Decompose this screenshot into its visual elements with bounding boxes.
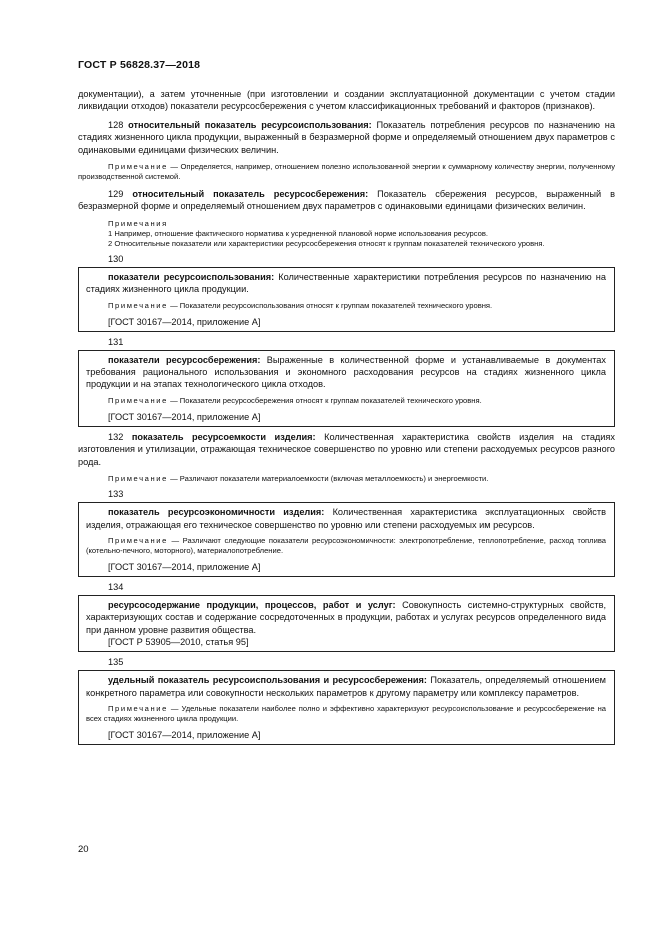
page-body bbox=[78, 88, 615, 745]
term-definition: Совокупность системно-структурных свойств, характеризующих состав и содержание сосредоточенных в продукции, работах и услугах ресурсов определенного вида при данном уровне развития общества. bbox=[86, 599, 606, 635]
note-text: — Удельные показатели наиболее полно и эффективно характеризуют ресурсоиспользование и ресурсосбережение на всех стадиях жизненного цикла продукции. bbox=[86, 703, 606, 723]
term-title: показатели ресурсоиспользования: bbox=[108, 271, 275, 282]
term-title: показатель ресурсоемкости изделия: bbox=[131, 431, 316, 442]
page-number: 20 bbox=[78, 844, 89, 855]
term-title: ресурсосодержание продукции, процессов, работ и услуг: bbox=[108, 599, 396, 610]
term-title: показатели ресурсосбережения: bbox=[108, 354, 261, 365]
term-box-130 bbox=[78, 267, 615, 332]
term-definition: Показатель сбережения ресурсов, выраженный в безразмерной форме и определяемый отношением двух параметров с одинаковыми единицами физических величин. bbox=[78, 189, 615, 212]
term-number-135: 135 bbox=[108, 657, 124, 668]
note-133 bbox=[86, 536, 606, 556]
term-number: 128 bbox=[108, 119, 124, 130]
document-code: ГОСТ Р 56828.37—2018 bbox=[78, 59, 201, 71]
source-reference: [ГОСТ 30167—2014, приложение А] bbox=[108, 411, 261, 422]
term-definition: Выраженные в количественной форме и устанавливаемые в документах требования рационального использования и экономного расходования ресурсов на стадиях жизненного цикла продукции и на этапах технологического цикла отходов. bbox=[86, 354, 606, 390]
note-text: — Определяется, например, отношением полезно использованной энергии к суммарному количеству энергии, полученному производственной системой. bbox=[78, 162, 615, 182]
term-132 bbox=[78, 431, 615, 468]
note-130 bbox=[86, 301, 606, 311]
term-129 bbox=[78, 188, 615, 213]
term-definition: Показатель потребления ресурсов по назначению на стадиях жизненного цикла продукции, выраженный в безразмерной форме и определяемый отношением двух параметров с одинаковыми единицами физических величин. bbox=[78, 119, 615, 155]
term-box-131 bbox=[78, 350, 615, 427]
term-number-134: 134 bbox=[108, 581, 124, 592]
intro-paragraph: документации), а затем уточненные (при изготовлении и создании эксплуатационной документации с учетом стадии ликвидации отходов) показатели ресурсосбережения с учетом классификационных требований и факторов (признаков). bbox=[78, 89, 615, 112]
note-text: — Показатели ресурсоиспользования относят к группам показателей технического уровня. bbox=[167, 300, 493, 310]
term-box-133 bbox=[78, 502, 615, 577]
note-label: Примечание bbox=[108, 474, 168, 484]
note-label: Примечание bbox=[108, 162, 168, 172]
notes-129 bbox=[78, 219, 615, 249]
source-reference: [ГОСТ Р 53905—2010, статья 95] bbox=[108, 637, 249, 648]
note-131 bbox=[86, 396, 606, 406]
term-definition: Количественная характеристика свойств изделия на стадиях изготовления и утилизации, отражающая техническое совершенство по уровню или степени расходуемых ресурсов разного рода. bbox=[78, 431, 615, 467]
term-definition: Количественные характеристики потребления ресурсов по назначению на стадиях жизненного цикла продукции. bbox=[86, 271, 606, 295]
notes-label: Примечания bbox=[108, 218, 168, 228]
source-reference: [ГОСТ 30167—2014, приложение А] bbox=[108, 729, 261, 740]
term-number-131: 131 bbox=[108, 336, 124, 347]
term-title: относительный показатель ресурсоиспользования: bbox=[128, 119, 372, 130]
note-label: Примечание bbox=[108, 703, 168, 713]
term-128 bbox=[78, 119, 615, 156]
term-title: удельный показатель ресурсоиспользования и ресурсосбережения: bbox=[108, 675, 427, 686]
term-definition: Количественная характеристика эксплуатационных свойств изделия, отражающая его техническое совершенство по уровню или степени расходуемых им ресурсов. bbox=[86, 507, 606, 530]
source-reference: [ГОСТ 30167—2014, приложение А] bbox=[108, 561, 261, 572]
term-number-130: 130 bbox=[108, 253, 124, 264]
note-item: 1 Например, отношение фактического норматива к усредненной плановой норме использования ресурсов. bbox=[108, 228, 489, 238]
term-number: 129 bbox=[108, 189, 124, 200]
note-132 bbox=[78, 474, 615, 484]
source-reference: [ГОСТ 30167—2014, приложение А] bbox=[108, 316, 261, 327]
term-box-135 bbox=[78, 670, 615, 745]
note-text: — Различают следующие показатели ресурсоэкономичности: электропотребление, теплопотребление, расход топлива (котельно-печного, моторного), материалопотребление. bbox=[86, 535, 606, 555]
note-text: — Различают показатели материалоемкости (включая металлоемкость) и энергоемкости. bbox=[167, 474, 489, 484]
note-item: 2 Относительные показатели или характеристики ресурсосбережения относят к группам показателей технического уровня. bbox=[108, 238, 545, 248]
term-title: показатель ресурсоэкономичности изделия: bbox=[108, 507, 325, 518]
note-label: Примечание bbox=[108, 300, 168, 310]
note-label: Примечание bbox=[108, 535, 168, 545]
term-title: относительный показатель ресурсосбережения: bbox=[132, 189, 369, 200]
term-box-134 bbox=[78, 595, 615, 652]
note-label: Примечание bbox=[108, 395, 168, 405]
note-135 bbox=[86, 704, 606, 724]
note-128 bbox=[78, 162, 615, 182]
note-text: — Показатели ресурсосбережения относят к группам показателей технического уровня. bbox=[167, 395, 482, 405]
term-number: 132 bbox=[108, 431, 124, 442]
term-number-133: 133 bbox=[108, 489, 124, 500]
term-definition: Показатель, определяемый отношением конкретного параметра или совокупности нескольких параметров к другому параметру или комплексу параметров. bbox=[86, 675, 606, 698]
